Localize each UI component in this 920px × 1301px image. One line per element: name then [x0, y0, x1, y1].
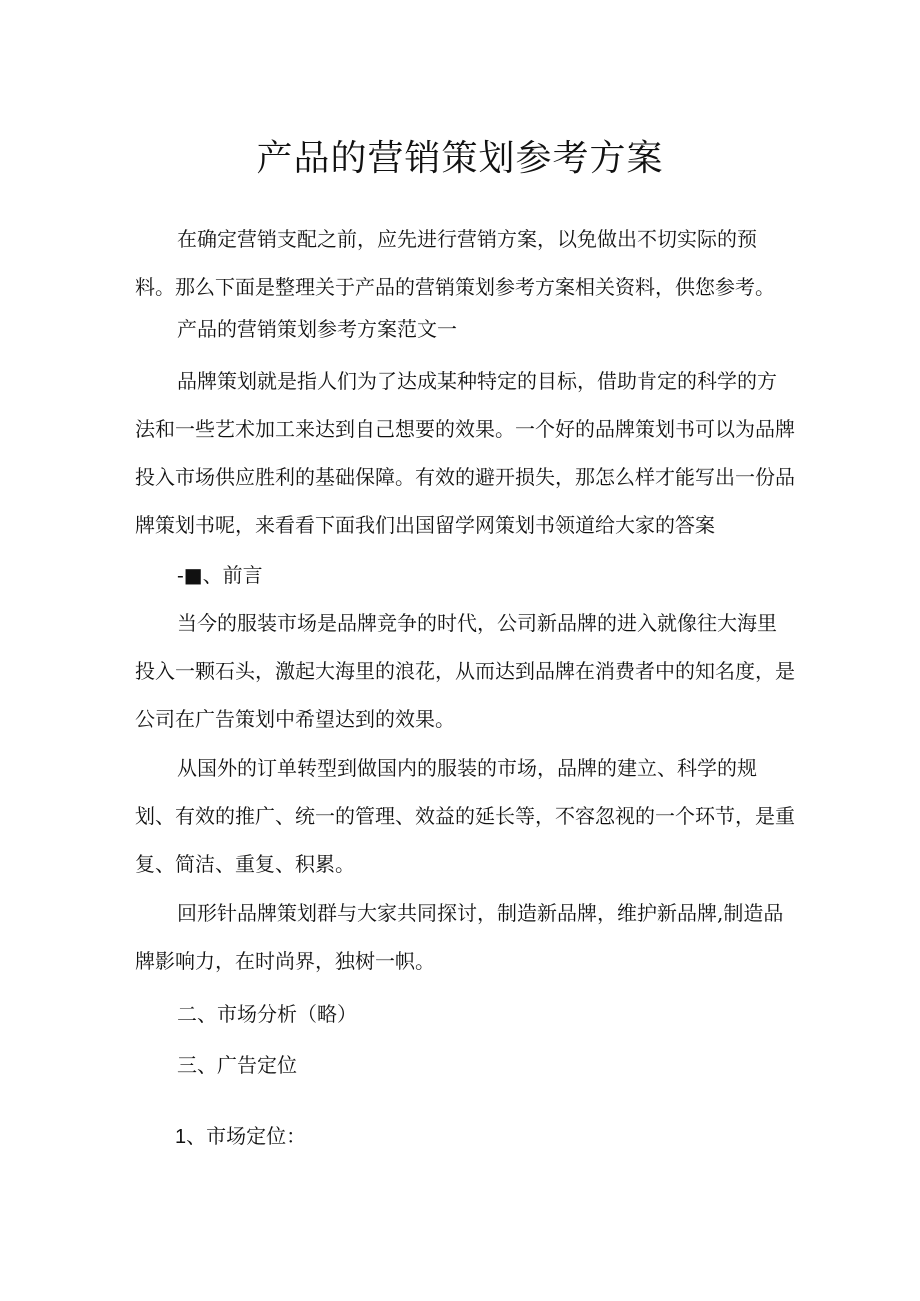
- item-market-positioning: [175, 1112, 306, 1161]
- sample-heading: 产品的营销策划参考方案范文一: [177, 317, 457, 341]
- brand-paragraph: 品牌策划就是指人们为了达成某种特定的目标，借助肯定的科学的方法和一些艺术加工来达到自己想要的效果。一个好的品牌策划书可以为品牌投入市场供应胜利的基础保障。有效的避开损失，那怎么样才能写出一份品牌策划书呢，来看看下面我们出国留学网策划书领道给大家的答案: [135, 369, 795, 537]
- preface-paragraph-3: 回形针品牌策划群与大家共同探讨，制造新品牌，维护新品牌,制造品牌影响力，在时尚界，独树一帜。: [135, 901, 784, 973]
- section-heading-market-analysis: 二、市场分析（略）: [177, 1002, 357, 1026]
- section-heading-preface: -■、前言: [177, 563, 263, 587]
- preface-paragraph-1: 当今的服装市场是品牌竞争的时代，公司新品牌的进入就像往大海里投入一颗石头，激起大海里的浪花，从而达到品牌在消费者中的知名度，是公司在广告策划中希望达到的效果。: [135, 611, 795, 731]
- section-heading-ad-positioning: 三、广告定位: [177, 1053, 297, 1077]
- item-number: 1: [175, 1126, 187, 1148]
- preface-paragraph-2: 从国外的订单转型到做国内的服装的市场，品牌的建立、科学的规划、有效的推广、统一的管理、效益的延长等，不容忽视的一个环节，是重复、简洁、重复、积累。: [135, 756, 795, 876]
- item-label: 、市场定位：: [186, 1124, 307, 1148]
- document-title: 产品的营销策划参考方案: [256, 138, 664, 179]
- intro-paragraph: 在确定营销支配之前，应先进行营销方案，以免做出不切实际的预料。那么下面是整理关于产品的营销策划参考方案相关资料，供您参考。: [135, 227, 775, 299]
